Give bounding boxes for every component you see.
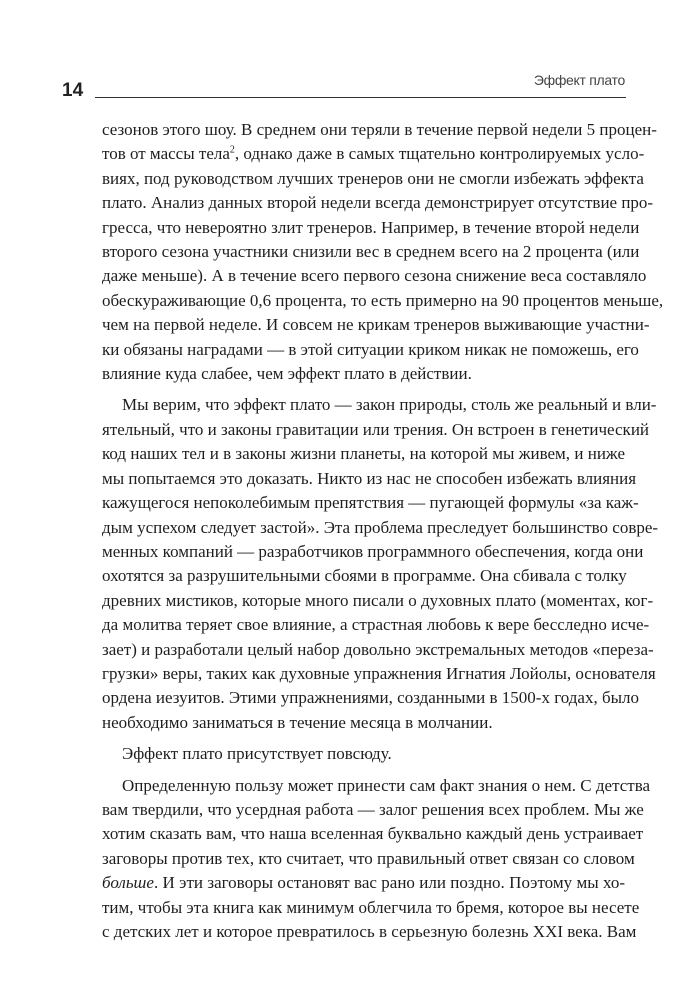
paragraph bbox=[102, 393, 659, 735]
paragraph bbox=[102, 742, 625, 766]
text-line: кажущегося непоколебимым препятствия — пугающей формулы «за каж- bbox=[102, 493, 639, 513]
paragraph bbox=[102, 774, 651, 945]
text-line: необходимо заниматься в течение месяца в молчании. bbox=[102, 712, 493, 732]
text-line: заговоры против тех, кто считает, что правильный ответ связан со словом bbox=[102, 848, 635, 868]
text-line: Определенную пользу может принести сам факт знания о нем. С детства bbox=[122, 775, 651, 795]
text-line: дым успехом следует застой». Эта проблема преследует большинство совре- bbox=[102, 517, 659, 537]
text-line: больше. И эти заговоры остановят вас рано или поздно. Поэтому мы хо- bbox=[102, 873, 625, 893]
text-line: вам твердили, что усердная работа — залог решения всех проблем. Мы же bbox=[102, 799, 644, 819]
text-line: виях, под руководством лучших тренеров они не смогли избежать эффекта bbox=[102, 168, 644, 188]
text-line: код наших тел и в законы жизни планеты, на которой мы живем, и ниже bbox=[102, 444, 625, 464]
text-line: ки обязаны наградами — в этой ситуации криком никак не поможешь, его bbox=[102, 339, 639, 359]
text-line: тим, чтобы эта книга как минимум облегчила то бремя, которое вы несете bbox=[102, 897, 640, 917]
text-line: охотятся за разрушительными сбоями в программе. Она сбивала с толку bbox=[102, 566, 627, 586]
text-line: зает) и разработали целый набор довольно экстремальных методов «переза- bbox=[102, 639, 654, 659]
text-line: менных компаний — разработчиков программного обеспечения, когда они bbox=[102, 541, 644, 561]
paragraph bbox=[102, 118, 664, 386]
text-line: чем на первой неделе. И совсем не крикам тренеров выживающие участни- bbox=[102, 315, 650, 335]
text-line: грузки» веры, таких как духовные упражнения Игнатия Лойолы, основателя bbox=[102, 663, 656, 683]
text-line: обескураживающие 0,6 процента, то есть примерно на 90 процентов меньше, bbox=[102, 290, 664, 310]
text-line: влияние куда слабее, чем эффект плато в действии. bbox=[102, 364, 472, 384]
text-line: мы попытаемся это доказать. Никто из нас не способен избежать влияния bbox=[102, 468, 637, 488]
page-number: 14 bbox=[62, 80, 84, 101]
text-line: Эффект плато присутствует повсюду. bbox=[122, 744, 392, 764]
text-line: второго сезона участники снизили вес в среднем всего на 2 процента (или bbox=[102, 242, 640, 262]
text-line: ятельный, что и законы гравитации или трения. Он встроен в генетический bbox=[102, 419, 650, 439]
text-line: тов от массы тела$^2$, однако даже в самых тщательно контролируемых усло- bbox=[102, 144, 645, 164]
text-line: с детских лет и которое превратилось в серьезную болезнь XXI века. Вам bbox=[102, 922, 637, 941]
text-line: хотим сказать вам, что наша вселенная буквально каждый день устраивает bbox=[102, 824, 644, 844]
text-line: плато. Анализ данных второй недели всегда демонстрирует отсутствие про- bbox=[102, 193, 654, 213]
text-line: сезонов этого шоу. В среднем они теряли в течение первой недели 5 процен- bbox=[102, 120, 657, 139]
text-line: да молитва теряет свое влияние, а страстная любовь к вере бесследно исче- bbox=[102, 615, 650, 635]
text-line: даже меньше). А в течение всего первого сезона снижение веса составляло bbox=[102, 266, 647, 286]
text-line: Мы верим, что эффект плато — закон природы, столь же реальный и вли- bbox=[122, 395, 657, 415]
body-text bbox=[102, 118, 664, 951]
text-line: ордена иезуитов. Этими упражнениями, созданными в 1500-х годах, было bbox=[102, 688, 640, 708]
text-line: древних мистиков, которые много писали о духовных плато (моментах, ког- bbox=[102, 590, 654, 610]
header-rule bbox=[95, 97, 626, 98]
running-title: Эффект плато bbox=[533, 72, 625, 88]
text-line: гресса, что невероятно злит тренеров. Например, в течение второй недели bbox=[102, 217, 640, 237]
